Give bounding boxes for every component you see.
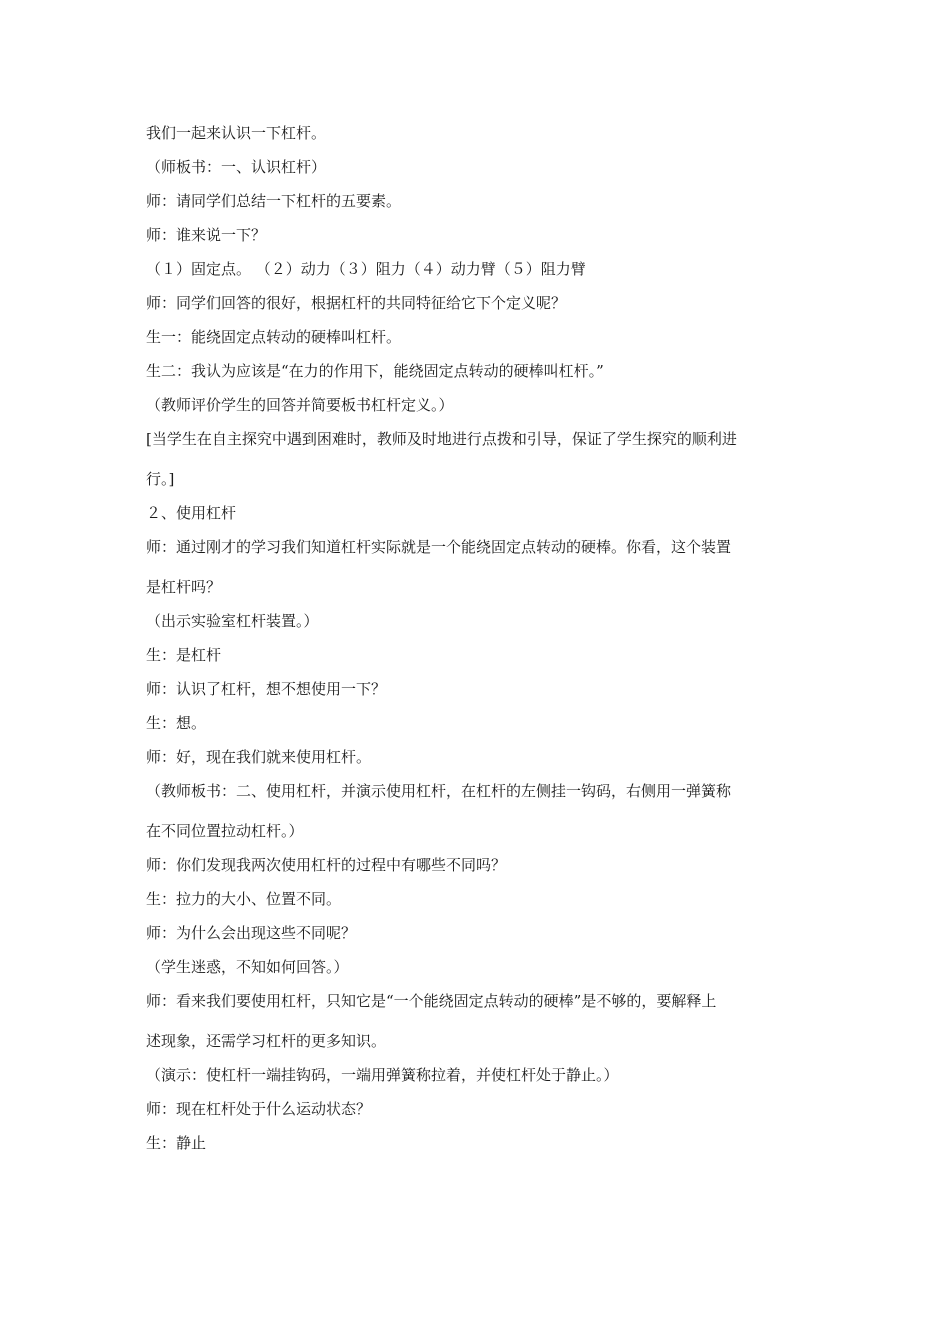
text-line: （出示实验室杠杆装置。） xyxy=(146,612,319,630)
document-body xyxy=(146,122,814,1154)
text-line: 我们一起来认识一下杠杆。 xyxy=(146,124,327,142)
text-line: 师：谁来说一下？ xyxy=(146,226,267,244)
text-line: 述现象，还需学习杠杆的更多知识。 xyxy=(146,1032,387,1050)
text-line: 生二：我认为应该是“在力的作用下，能绕固定点转动的硬棒叫杠杆。” xyxy=(146,362,604,380)
text-line: 师：认识了杠杆，想不想使用一下？ xyxy=(146,680,387,698)
text-line: 师：为什么会出现这些不同呢？ xyxy=(146,924,357,942)
text-line: 生：想。 xyxy=(146,714,207,732)
text-line: 师：看来我们要使用杠杆，只知它是“一个能绕固定点转动的硬棒”是不够的，要解释上 xyxy=(146,992,717,1010)
section-heading: ２、使用杠杆 xyxy=(146,504,237,522)
text-line: 师：通过刚才的学习我们知道杠杆实际就是一个能绕固定点转动的硬棒。你看，这个装置 xyxy=(146,538,732,556)
text-line: 师：好，现在我们就来使用杠杆。 xyxy=(146,748,372,766)
text-line: 生：静止 xyxy=(146,1134,207,1152)
text-line: 生：是杠杆 xyxy=(146,646,222,664)
text-line: （１）固定点。 （２）动力（３）阻力（４）动力臂（５）阻力臂 xyxy=(146,260,586,278)
text-line: （教师板书：二、使用杠杆，并演示使用杠杆，在杠杆的左侧挂一钩码，右侧用一弹簧称 xyxy=(146,782,732,800)
text-line: （学生迷惑，不知如何回答。） xyxy=(146,958,349,976)
text-line: 是杠杆吗？ xyxy=(146,578,222,596)
text-line: 在不同位置拉动杠杆。） xyxy=(146,822,304,840)
text-line: 师：请同学们总结一下杠杆的五要素。 xyxy=(146,192,402,210)
text-line: 师：你们发现我两次使用杠杆的过程中有哪些不同吗？ xyxy=(146,856,507,874)
text-line: 生一：能绕固定点转动的硬棒叫杠杆。 xyxy=(146,328,402,346)
text-line: 生：拉力的大小、位置不同。 xyxy=(146,890,342,908)
text-line: 师：同学们回答的很好，根据杠杆的共同特征给它下个定义呢？ xyxy=(146,294,567,312)
text-line: [当学生在自主探究中遇到困难时，教师及时地进行点拨和引导，保证了学生探究的顺利进 xyxy=(146,430,737,448)
text-line: 师：现在杠杆处于什么运动状态？ xyxy=(146,1100,372,1118)
text-line: 行。] xyxy=(146,470,175,488)
text-line: （师板书：一、认识杠杆） xyxy=(146,158,327,176)
text-line: （教师评价学生的回答并简要板书杠杆定义。） xyxy=(146,396,454,414)
text-line: （演示：使杠杆一端挂钩码，一端用弹簧称拉着，并使杠杆处于静止。） xyxy=(146,1066,619,1084)
